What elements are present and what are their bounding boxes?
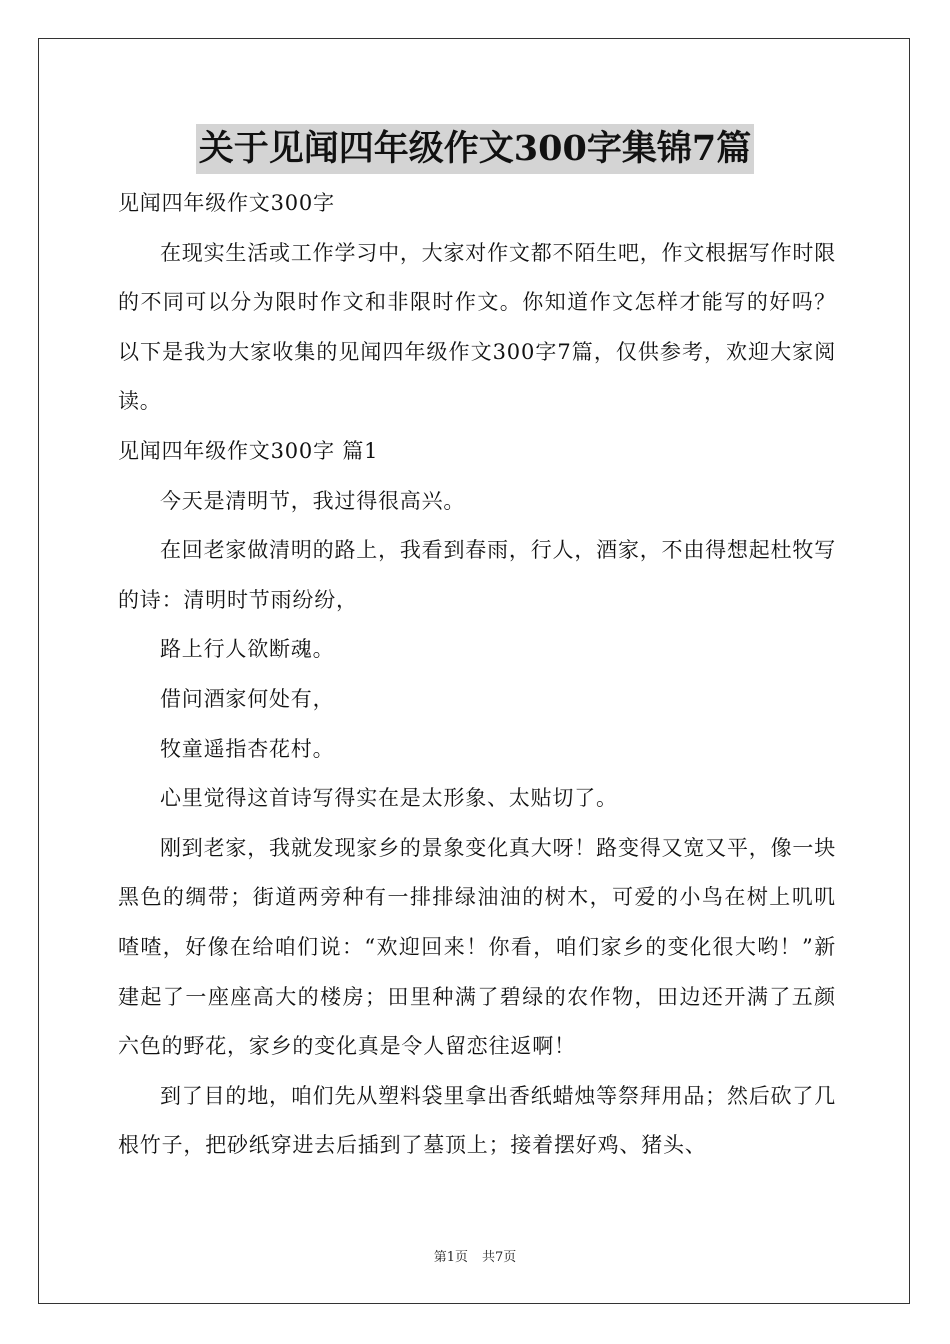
paragraph: 在回老家做清明的路上，我看到春雨，行人，酒家，不由得想起杜牧写的诗：清明时节雨纷纷， — [118, 538, 836, 612]
poem-line: 牧童遥指杏花村。 — [160, 736, 335, 761]
paragraph: 到了目的地，咱们先从塑料袋里拿出香纸蜡烛等祭拜用品；然后砍了几根竹子，把砂纸穿进去后插到了墓顶上；接着摆好鸡、猪头、 — [118, 1083, 836, 1158]
paragraph: 在现实生活或工作学习中，大家对作文都不陌生吧，作文根据写作时限的不同可以分为限时作文和非限时作文。你知道作文怎样才能写的好吗？以下是我为大家收集的见闻四年级作文300字7篇，仅供参考，欢迎大家阅读。 — [118, 240, 836, 414]
page-footer — [0, 1246, 950, 1265]
page-number: 第1页 — [433, 1250, 468, 1265]
section-heading: 见闻四年级作文300字 篇1 — [118, 438, 379, 463]
document-body — [118, 179, 836, 1171]
document-title: 关于见闻四年级作文300字集锦7篇 — [196, 124, 754, 174]
page-total: 共7页 — [482, 1250, 517, 1265]
poem-line: 借问酒家何处有， — [160, 686, 335, 711]
paragraph: 见闻四年级作文300字 — [118, 191, 335, 215]
paragraph: 心里觉得这首诗写得实在是太形象、太贴切了。 — [160, 786, 618, 811]
poem-line: 路上行人欲断魂。 — [160, 637, 335, 662]
title-container — [0, 124, 950, 174]
paragraph: 今天是清明节，我过得很高兴。 — [160, 488, 466, 513]
paragraph: 刚到老家，我就发现家乡的景象变化真大呀！路变得又宽又平，像一块黑色的绸带；街道两旁种有一排排绿油油的树木，可爱的小鸟在树上叽叽喳喳，好像在给咱们说：“欢迎回来！你看，咱们家乡的变化很大哟！”新建起了一座座高大的楼房；田里种满了碧绿的农作物，田边还开满了五颜六色的野花，家乡的变化真是令人留恋往返啊！ — [118, 835, 836, 1059]
